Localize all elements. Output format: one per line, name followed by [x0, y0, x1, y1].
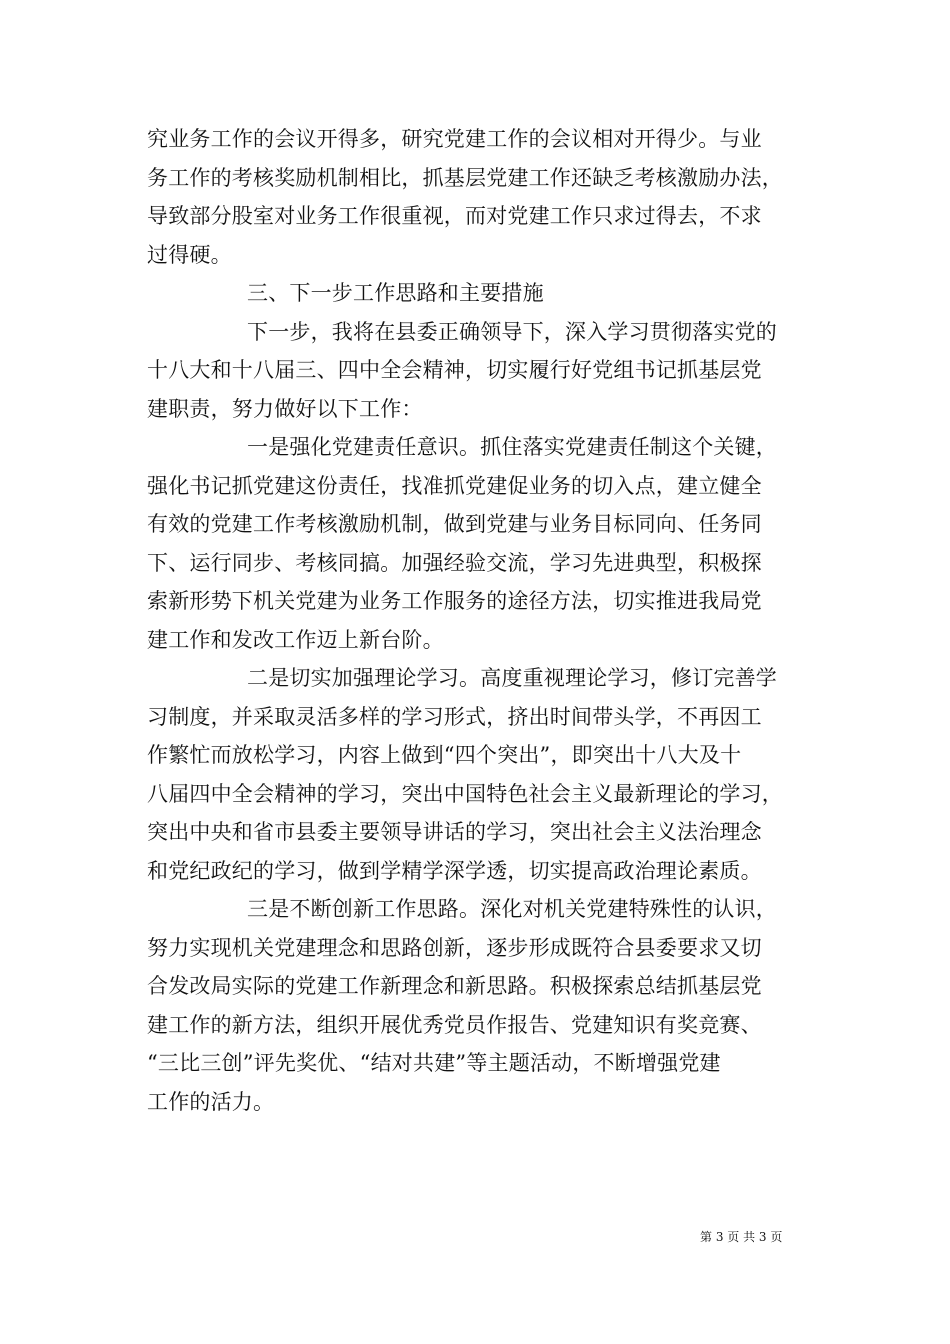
text-line: 一是强化党建责任意识。抓住落实党建责任制这个关键， — [247, 435, 777, 459]
text-line: “三比三创”评先奖优、“结对共建”等主题活动，不断增强党建 — [147, 1051, 721, 1075]
page-number: 第 3 页 共 3 页 — [700, 1230, 783, 1244]
text-line: 工作的活力。 — [147, 1089, 275, 1114]
text-line: 十八大和十八届三、四中全会精神，切实履行好党组书记抓基层党 — [147, 358, 762, 382]
text-line: 二是切实加强理论学习。高度重视理论学习，修订完善学 — [247, 666, 777, 690]
text-line: 导致部分股室对业务工作很重视，而对党建工作只求过得去，不求 — [147, 204, 762, 228]
text-line: 合发改局实际的党建工作新理念和新思路。积极探索总结抓基层党 — [147, 974, 762, 998]
text-line: 索新形势下机关党建为业务工作服务的途径方法，切实推进我局党 — [147, 589, 762, 613]
text-line: 强化书记抓党建这份责任，找准抓党建促业务的切入点，建立健全 — [147, 473, 762, 498]
text-line: 习制度，并采取灵活多样的学习形式，挤出时间带头学，不再因工 — [147, 704, 762, 729]
section-heading: 三、下一步工作思路和主要措施 — [247, 281, 544, 305]
text-line: 务工作的考核奖励机制相比，抓基层党建工作还缺乏考核激励办法， — [147, 165, 783, 190]
text-line: 究业务工作的会议开得多，研究党建工作的会议相对开得少。与业 — [147, 127, 762, 151]
text-line: 突出中央和省市县委主要领导讲话的学习，突出社会主义法治理念 — [147, 820, 762, 844]
text-line: 下一步，我将在县委正确领导下，深入学习贯彻落实党的 — [247, 319, 777, 344]
text-line: 作繁忙而放松学习，内容上做到“四个突出”，即突出十八大及十 — [147, 743, 742, 767]
text-line: 有效的党建工作考核激励机制，做到党建与业务目标同向、任务同 — [147, 512, 762, 536]
text-line: 努力实现机关党建理念和思路创新，逐步形成既符合县委要求又切 — [147, 935, 762, 960]
text-line: 和党纪政纪的学习，做到学精学深学透，切实提高政治理论素质。 — [147, 858, 762, 883]
text-line: 八届四中全会精神的学习，突出中国特色社会主义最新理论的学习， — [147, 781, 783, 806]
text-line: 三是不断创新工作思路。深化对机关党建特殊性的认识， — [247, 897, 777, 921]
text-line: 建工作的新方法，组织开展优秀党员作报告、党建知识有奖竞赛、 — [147, 1012, 762, 1037]
text-line: 下、运行同步、考核同搞。加强经验交流，学习先进典型，积极探 — [147, 550, 762, 575]
text-line: 过得硬。 — [147, 242, 232, 267]
text-line: 建工作和发改工作迈上新台阶。 — [147, 627, 444, 652]
text-line: 建职责，努力做好以下工作： — [147, 396, 423, 421]
document-body — [147, 120, 807, 1121]
